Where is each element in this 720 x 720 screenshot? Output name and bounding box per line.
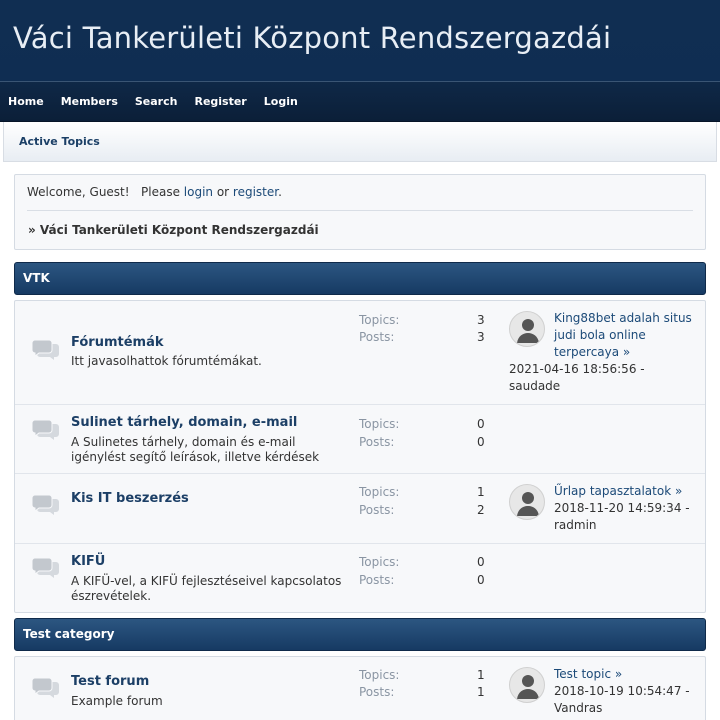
- board-list-vtk: [14, 300, 706, 613]
- topics-label: Topics:: [359, 555, 400, 569]
- topics-label: Topics:: [359, 485, 400, 499]
- category-header-vtk: [14, 262, 706, 295]
- board-description: A Sulinetes tárhely, domain és e-mail igénylést segítő leírások, illetve kérdések: [71, 435, 320, 464]
- welcome-greeting: Welcome, Guest! Please: [27, 185, 184, 199]
- avatar[interactable]: [509, 667, 545, 703]
- nav-register[interactable]: Register: [194, 95, 247, 108]
- topics-count: 0: [477, 417, 485, 431]
- topics-count: 0: [477, 555, 485, 569]
- posts-label: Posts:: [359, 573, 395, 587]
- last-post-author[interactable]: saudade: [509, 379, 561, 393]
- board-description: Itt javasolhattok fórumtémákat.: [71, 354, 262, 368]
- posts-count: 2: [477, 503, 485, 517]
- board-list-test: [14, 656, 706, 720]
- register-link[interactable]: register: [232, 185, 279, 199]
- board-name[interactable]: Sulinet tárhely, domain, e-mail: [71, 415, 298, 430]
- topics-label: Topics:: [359, 668, 400, 682]
- nav-login[interactable]: Login: [263, 95, 298, 108]
- category-title[interactable]: VTK: [23, 271, 50, 285]
- board-row: [15, 544, 705, 612]
- login-link[interactable]: login: [183, 185, 214, 199]
- posts-count: 3: [477, 330, 485, 344]
- nav-home[interactable]: Home: [8, 95, 44, 108]
- welcome-period: .: [278, 185, 282, 199]
- main-nav: [0, 82, 720, 122]
- topics-label: Topics:: [359, 417, 400, 431]
- speech-bubbles-icon: [31, 494, 61, 516]
- posts-label: Posts:: [359, 435, 395, 449]
- welcome-message: [27, 185, 282, 199]
- board-name[interactable]: Kis IT beszerzés: [71, 491, 189, 506]
- nav-members[interactable]: Members: [60, 95, 118, 108]
- speech-bubbles-icon: [31, 339, 61, 361]
- posts-count: 0: [477, 435, 485, 449]
- nav-search[interactable]: Search: [134, 95, 178, 108]
- posts-label: Posts:: [359, 330, 395, 344]
- board-description: A KIFÜ-vel, a KIFÜ fejlesztéseivel kapcsolatos észrevételek.: [71, 574, 342, 603]
- last-post-date: 2018-10-19 10:54:47 -: [554, 684, 690, 698]
- board-name[interactable]: KIFÜ: [71, 554, 106, 569]
- divider: [27, 210, 693, 211]
- welcome-box: [14, 174, 706, 250]
- avatar[interactable]: [509, 484, 545, 520]
- last-post-author[interactable]: radmin: [554, 518, 597, 532]
- subnav-bar: [3, 122, 717, 162]
- topics-count: 3: [477, 313, 485, 327]
- board-row: [15, 405, 705, 474]
- board-row: [15, 301, 705, 405]
- last-post-date: 2018-11-20 14:59:34 -: [554, 501, 690, 515]
- category-title[interactable]: Test category: [23, 627, 115, 641]
- topics-count: 1: [477, 668, 485, 682]
- topics-count: 1: [477, 485, 485, 499]
- breadcrumb[interactable]: » Váci Tankerületi Központ Rendszergazdái: [28, 223, 319, 237]
- last-post-link[interactable]: King88bet adalah situs judi bola online terpercaya »: [554, 311, 692, 359]
- avatar[interactable]: [509, 311, 545, 347]
- speech-bubbles-icon: [31, 677, 61, 699]
- last-post-date: 2021-04-16 18:56:56 -: [509, 362, 645, 376]
- board-row: [15, 657, 705, 720]
- site-header: [0, 0, 720, 82]
- active-topics-link[interactable]: Active Topics: [19, 135, 100, 148]
- posts-count: 1: [477, 685, 485, 699]
- user-silhouette-icon: [510, 312, 545, 347]
- posts-label: Posts:: [359, 503, 395, 517]
- posts-label: Posts:: [359, 685, 395, 699]
- board-name[interactable]: Test forum: [71, 674, 150, 689]
- user-silhouette-icon: [510, 668, 545, 703]
- posts-count: 0: [477, 573, 485, 587]
- site-title[interactable]: Váci Tankerületi Központ Rendszergazdái: [13, 21, 612, 55]
- category-header-test: [14, 618, 706, 651]
- topics-label: Topics:: [359, 313, 400, 327]
- last-post-link[interactable]: Test topic »: [554, 667, 623, 681]
- speech-bubbles-icon: [31, 419, 61, 441]
- main-content: [0, 122, 720, 720]
- speech-bubbles-icon: [31, 557, 61, 579]
- board-row: [15, 474, 705, 544]
- user-silhouette-icon: [510, 485, 545, 520]
- last-post-author[interactable]: Vandras: [554, 701, 603, 715]
- board-description: Example forum: [71, 694, 163, 708]
- last-post-link[interactable]: Űrlap tapasztalatok »: [554, 484, 683, 498]
- welcome-or: or: [213, 185, 233, 199]
- board-name[interactable]: Fórumtémák: [71, 335, 164, 350]
